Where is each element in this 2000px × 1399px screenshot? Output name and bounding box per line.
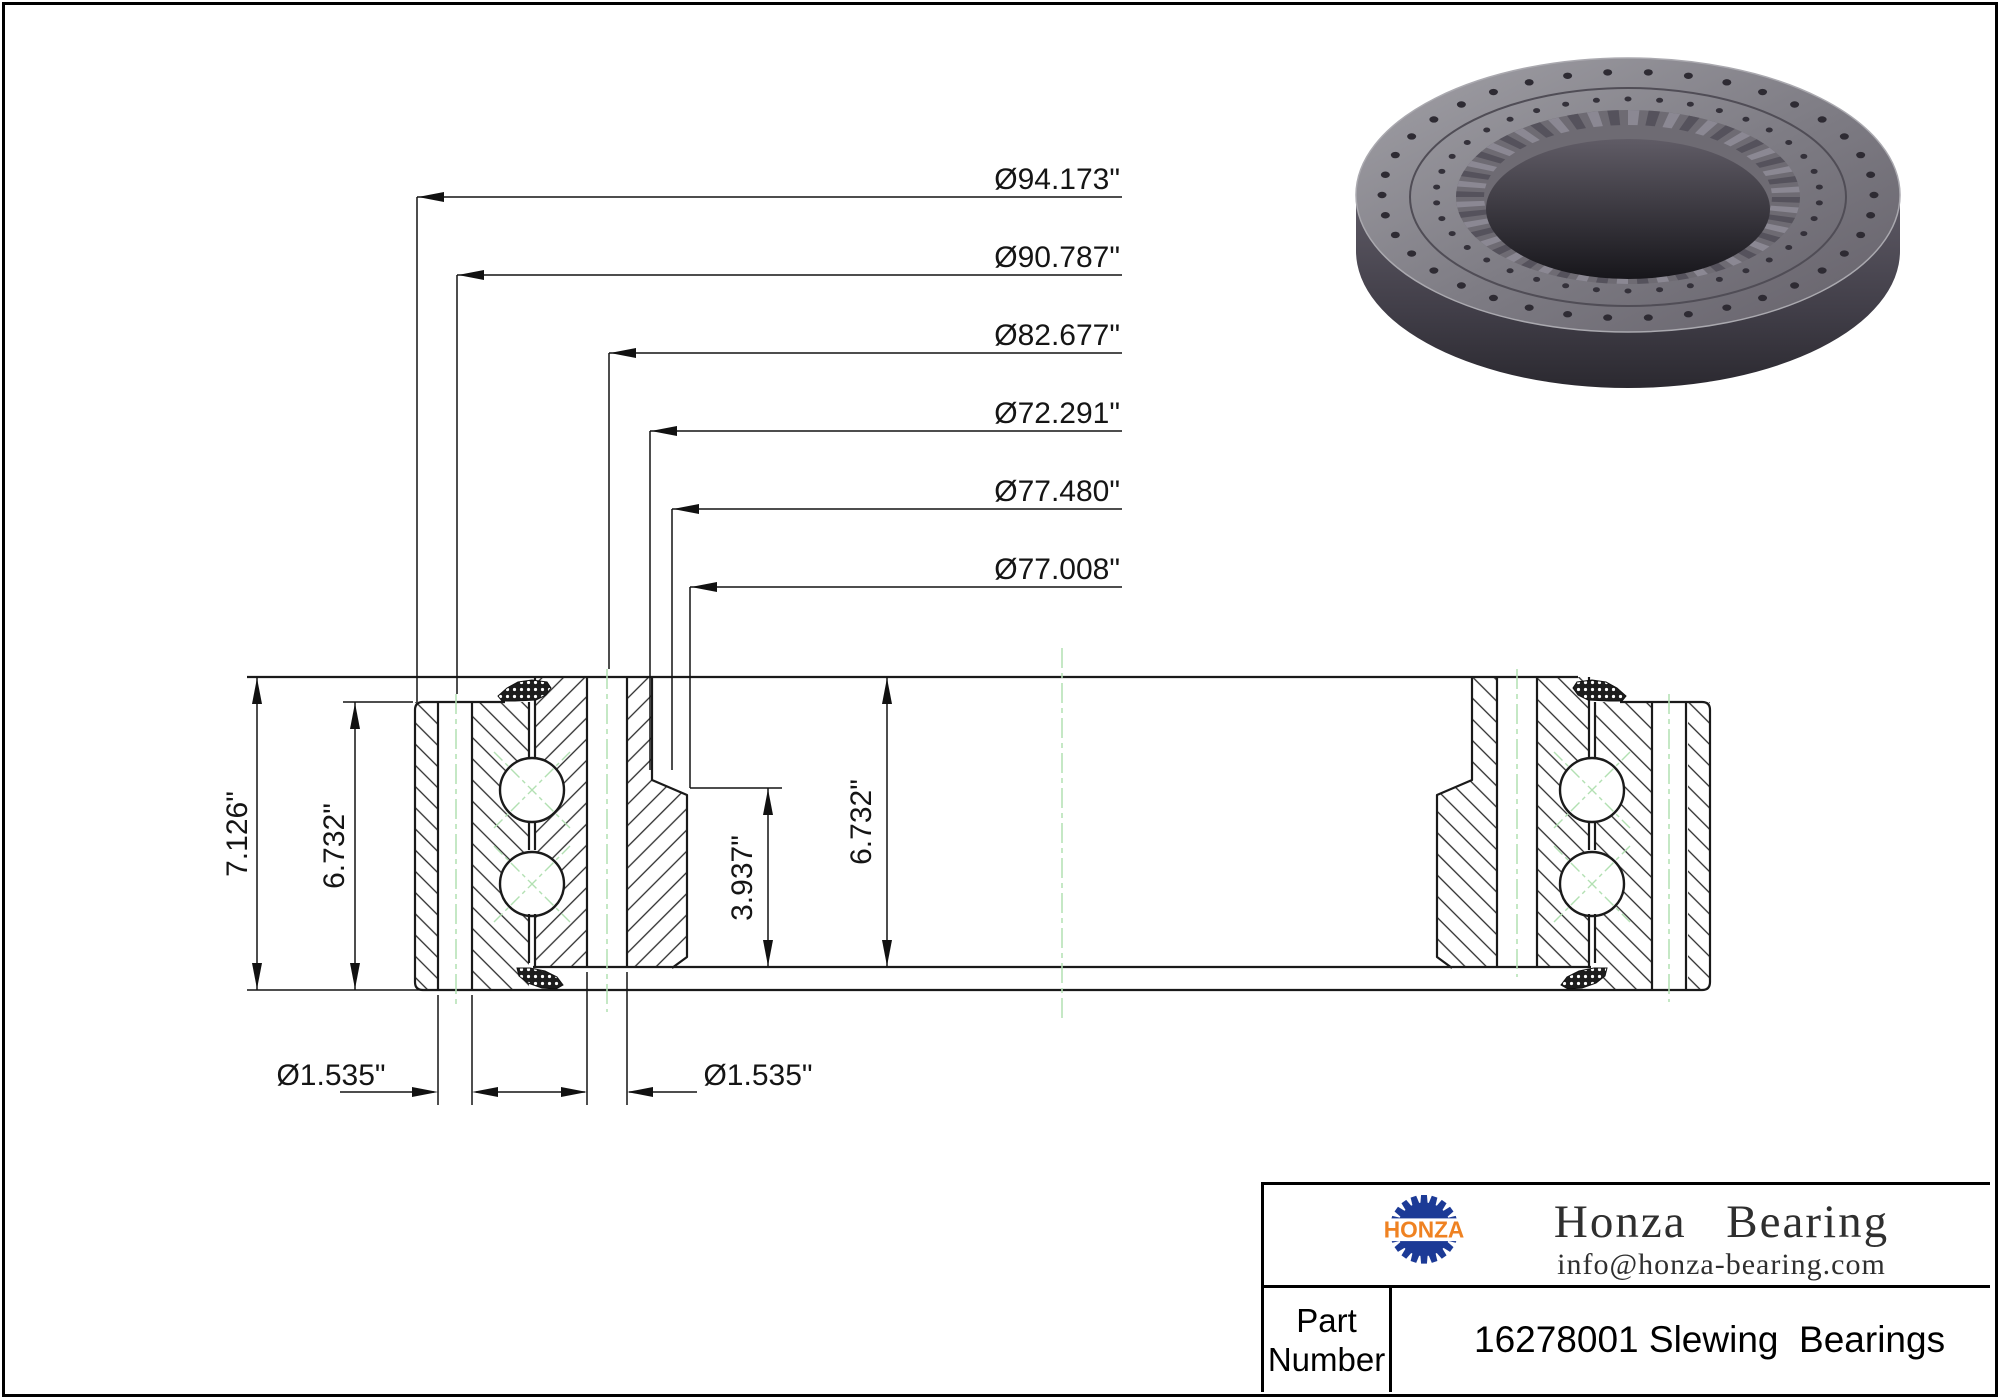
part-number-value: 16278001 Slewing Bearings xyxy=(1474,1319,1946,1360)
logo-text: HONZA xyxy=(1383,1216,1465,1243)
diameter-callout-label: Ø82.677" xyxy=(994,319,1120,352)
bolt-hole-dim-left: Ø1.535" xyxy=(276,1059,386,1092)
company-name: Honza Bearing xyxy=(1553,1196,1890,1248)
bolt-hole-dim-right: Ø1.535" xyxy=(703,1059,813,1092)
diameter-callout-label: Ø72.291" xyxy=(994,397,1120,430)
overall-height-label: 7.126" xyxy=(221,791,254,877)
part-number-label xyxy=(1264,1288,1392,1392)
honza-gear-logo-icon xyxy=(1382,1188,1466,1274)
diameter-callout-label: Ø94.173" xyxy=(994,163,1120,196)
inner-ring-height-label: 6.732" xyxy=(845,779,878,865)
title-block-part-row xyxy=(1264,1288,1990,1392)
outer-ring-height-label: 6.732" xyxy=(318,803,351,889)
part-label-line2: Number xyxy=(1267,1341,1386,1378)
diameter-callout-label: Ø90.787" xyxy=(994,241,1120,274)
bearing-3d-render xyxy=(1356,58,1900,388)
step-height-label: 3.937" xyxy=(726,835,759,921)
part-label-line1: Part xyxy=(1296,1302,1357,1339)
diameter-callout-label: Ø77.480" xyxy=(994,475,1120,508)
title-block xyxy=(1261,1182,1990,1392)
title-block-header-row xyxy=(1264,1185,1990,1288)
diameter-callout-label: Ø77.008" xyxy=(994,553,1120,586)
company-email: info@honza-bearing.com xyxy=(1557,1248,1886,1281)
